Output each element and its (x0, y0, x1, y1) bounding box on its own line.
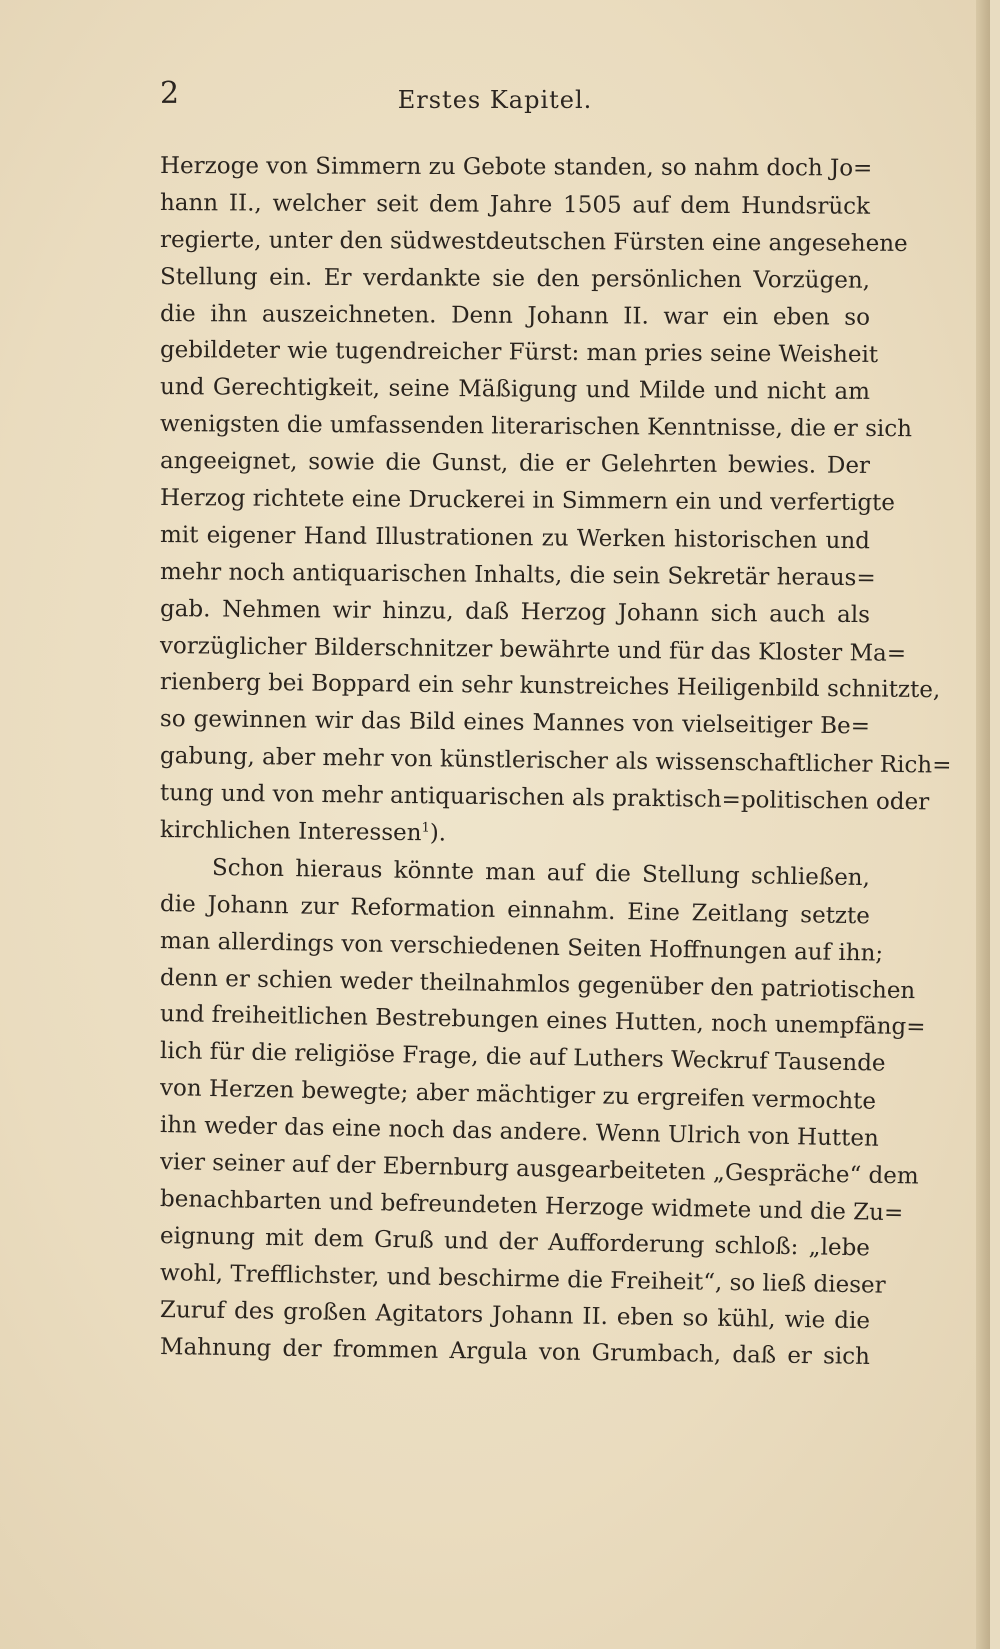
text-line: angeeignet, sowie die Gunst, die er Gelehrten bewies. Der (159, 448, 871, 480)
text-line: die ihn auszeichneten. Denn Johann II. war ein eben so (159, 300, 871, 331)
text-line: und Gerechtigkeit, seine Mäßigung und Milde und nicht am (159, 374, 871, 406)
text-line: gebildeter wie tugendreicher Fürst: man pries seine Weisheit (159, 337, 879, 369)
text-line: wohl, Trefflichster, und beschirme die Freiheit“, so ließ dieser (159, 1259, 886, 1299)
text-line: die Johann zur Reformation einnahm. Eine Zeitlang setzte (159, 890, 871, 930)
text-line: Stellung ein. Er verdankte sie den persönlichen Vorzügen, (159, 263, 871, 294)
text-line: rienberg bei Boppard ein sehr kunstreiches Heiligenbild schnitzte, (159, 669, 941, 704)
text-line: gabung, aber mehr von künstlerischer als wissenschaftlicher Rich= (159, 743, 952, 779)
text-line: lich für die religiöse Frage, die auf Luthers Weckruf Tausende (159, 1038, 886, 1078)
text-line: wenigsten die umfassenden literarischen Kenntnisse, die er sich (159, 411, 913, 443)
text-line: tung und von mehr antiquarischen als praktisch=politischen oder (159, 780, 930, 816)
body-text (159, 148, 952, 1370)
text-line: Mahnung der frommen Argula von Grumbach, daß er sich (159, 1333, 871, 1370)
text-line: vier seiner auf der Ebernburg ausgearbeiteten „Gespräche“ dem (159, 1149, 919, 1190)
running-head: Erstes Kapitel. (397, 86, 593, 114)
footnote-mark: 1 (421, 820, 430, 836)
text-line: benachbarten und befreundeten Herzoge widmete und die Zu= (159, 1185, 904, 1227)
text-line: ihn weder das eine noch das andere. Wenn Ulrich von Hutten (159, 1112, 880, 1152)
text-line: hann II., welcher seit dem Jahre 1505 auf dem Hundsrück (159, 189, 871, 220)
text-line: Schon hieraus könnte man auf die Stellung schließen, (211, 854, 871, 892)
text-line: regierte, unter den südwestdeutschen Fürsten eine angesehene (159, 226, 908, 257)
paragraph-2 (159, 849, 926, 1370)
text-line: eignung mit dem Gruß und der Aufforderung schloß: „lebe (159, 1222, 871, 1262)
text-line: und freiheitlichen Bestrebungen eines Hutten, noch unempfäng= (159, 1001, 926, 1041)
text-line: Herzog richtete eine Druckerei in Simmern ein und verfertigte (159, 485, 896, 517)
paragraph-1 (159, 148, 952, 849)
text-line-content: kirchlichen Interessen (159, 817, 422, 847)
text-line: Herzoge von Simmern zu Gebote standen, so nahm doch Jo= (159, 153, 873, 182)
text-line: von Herzen bewegte; aber mächtiger zu ergreifen vermochte (159, 1075, 877, 1116)
text-line: vorzüglicher Bilderschnitzer bewährte und für das Kloster Ma= (159, 632, 907, 667)
text-line: denn er schien weder theilnahmlos gegenüber den patriotischen (159, 964, 916, 1004)
text-line: gab. Nehmen wir hinzu, daß Herzog Johann sich auch als (159, 595, 871, 628)
text-line: mit eigener Hand Illustrationen zu Werken historischen und (159, 521, 871, 555)
text-line: so gewinnen wir das Bild eines Mannes von vielseitiger Be= (159, 706, 871, 740)
text-line: mehr noch antiquarischen Inhalts, die sein Sekretär heraus= (159, 558, 876, 592)
text-line: Zuruf des großen Agitators Johann II. eben so kühl, wie die (159, 1296, 871, 1334)
page-number: 2 (160, 76, 180, 111)
page-edge (976, 0, 990, 1649)
text-line: man allerdings von verschiedenen Seiten Hoffnungen auf ihn; (159, 927, 884, 967)
text-line-closing: ). (429, 820, 447, 847)
